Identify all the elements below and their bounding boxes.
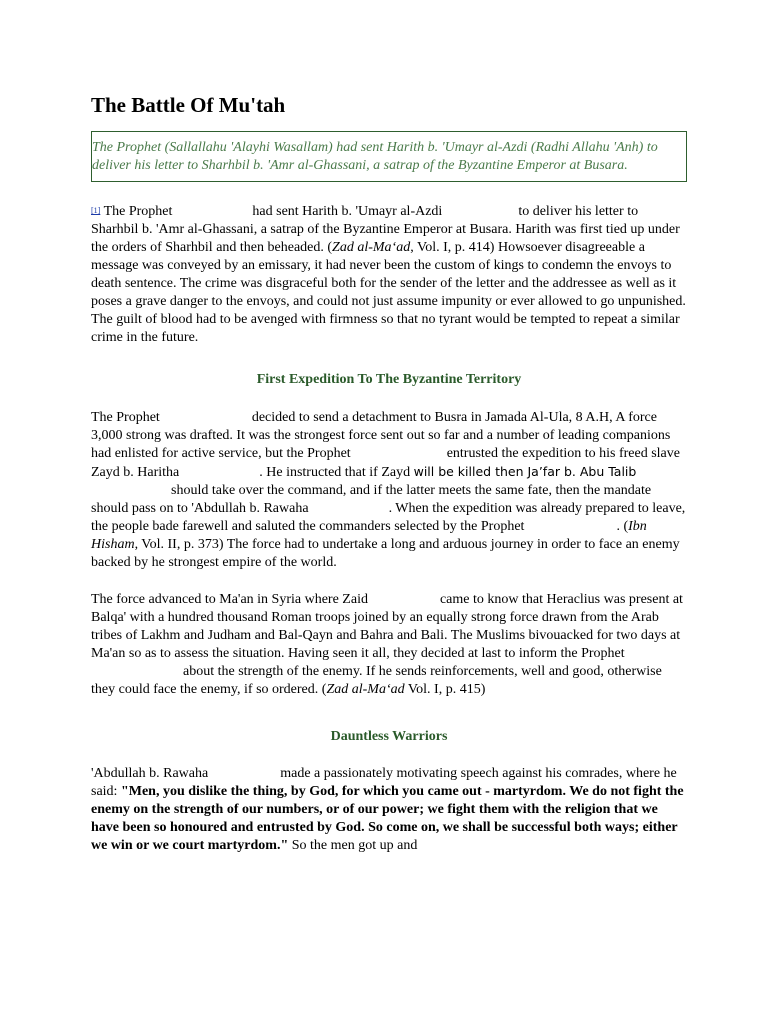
text-run: made a passionately motivating speech against his comrades, where he said: xyxy=(91,766,677,799)
text-run: had sent Harith b. 'Umayr al-Azdi xyxy=(252,204,443,219)
section-heading: Dauntless Warriors xyxy=(330,729,448,744)
page-title: The Battle Of Mu'tah xyxy=(91,93,286,117)
paragraph-3 xyxy=(91,591,687,699)
text-run: will be killed then Ja’far b. Abu Talib xyxy=(413,464,637,479)
summary-box xyxy=(91,131,687,182)
citation: Zad al-Ma‘ad xyxy=(332,240,411,255)
text-run: came to know that Heraclius was present at Balqa' with a hundred thousand Roman troops joined by an equally strong force drawn from the Arab tribes of Lakhm and Judham and Bal-Qayn and Bahra and Bali. The Muslims bivouacked for two days at Ma'an so as to assess the situation. Having seen it all, they decided at last to inform the Prophet xyxy=(91,592,683,661)
text-run: to Sharhbil b. 'Amr al-Ghassani, a satrap of the Byzantine Emperor at Busara. Harith was first tied up under the orders of Sharhbil and then beheaded. ( xyxy=(91,204,680,255)
quote: "Men, you dislike the thing, by God, for which you came out - martyrdom. We do not fight the enemy on the strength of our numbers, or of our power; we fight them with the religion that we have been so honoured and entrusted by God. So come on, we shall be successful both ways; either we win or we court martyrdom." xyxy=(91,784,684,853)
summary-text: The Prophet (Sallallahu 'Alayhi Wasallam) had sent Harith b. 'Umayr al-Azdi (Radhi Allahu 'Anh) to deliver his letter to Sharhbil b. 'Amr al-Ghassani, a satrap of the Byzantine Emperor at Busara. xyxy=(92,140,658,173)
paragraph-1 xyxy=(91,202,687,347)
text-run: about the strength of the enemy. If he sends reinforcements, well and good, otherwise they could face the enemy, if so ordered. ( xyxy=(91,664,662,697)
paragraph-2 xyxy=(91,409,687,572)
citation: Zad al-Ma‘ad xyxy=(326,682,405,697)
footnote-link[interactable]: [1] xyxy=(91,206,101,215)
text-run: . He instructed that if Zayd xyxy=(259,465,411,480)
text-run: The Prophet xyxy=(100,204,173,219)
text-run: The force advanced to Ma'an in Syria where Zaid xyxy=(91,592,368,607)
section-heading: First Expedition To The Byzantine Territory xyxy=(256,372,522,387)
text-run: entrusted the expedition to his freed slave Zayd b. Haritha xyxy=(91,446,680,480)
text-run: . When the expedition was already prepared to leave, the people bade farewell and saluted the commanders selected by the Prophet xyxy=(91,501,686,534)
text-run: . ( xyxy=(616,519,629,534)
text-run: Vol. I, p. 415) xyxy=(404,682,486,697)
article xyxy=(91,92,687,855)
citation: Ibn Hisham xyxy=(91,519,647,552)
text-run: to deliver his letter xyxy=(518,204,624,219)
text-run: So the men got up and xyxy=(288,838,418,853)
text-run: , Vol. II, p. 373) The force had to undertake a long and arduous journey in order to face an enemy backed by he strongest empire of the world. xyxy=(91,537,680,570)
text-run: decided to send a detachment to Busra in Jamada Al-Ula, 8 A.H, A force 3,000 strong was drafted. It was the strongest force sent out so far and a number of leading companions had enlisted for active service, but the Prophet xyxy=(91,410,671,461)
text-run: , Vol. I, p. 414) Howsoever disagreeable a message was conveyed by an emissary, it had never been the custom of kings to condemn the envoys to death sentence. The crime was disgraceful both for the sender of the letter and the addressee as well as it poses a grave danger to the envoys, and could not just assume impunity or ever allowed to go unpunished. The guilt of blood had to be avenged with firmness so that no tyrant would be tempted to repeat a similar crime in the future. xyxy=(91,240,686,345)
paragraph-4 xyxy=(91,765,687,855)
text-run: should take over the command, and if the latter meets the same fate, then the mandate should pass on to 'Abdullah b. Rawaha xyxy=(91,483,652,516)
text-run: 'Abdullah b. Rawaha xyxy=(91,766,209,781)
text-run: The Prophet xyxy=(91,410,160,425)
